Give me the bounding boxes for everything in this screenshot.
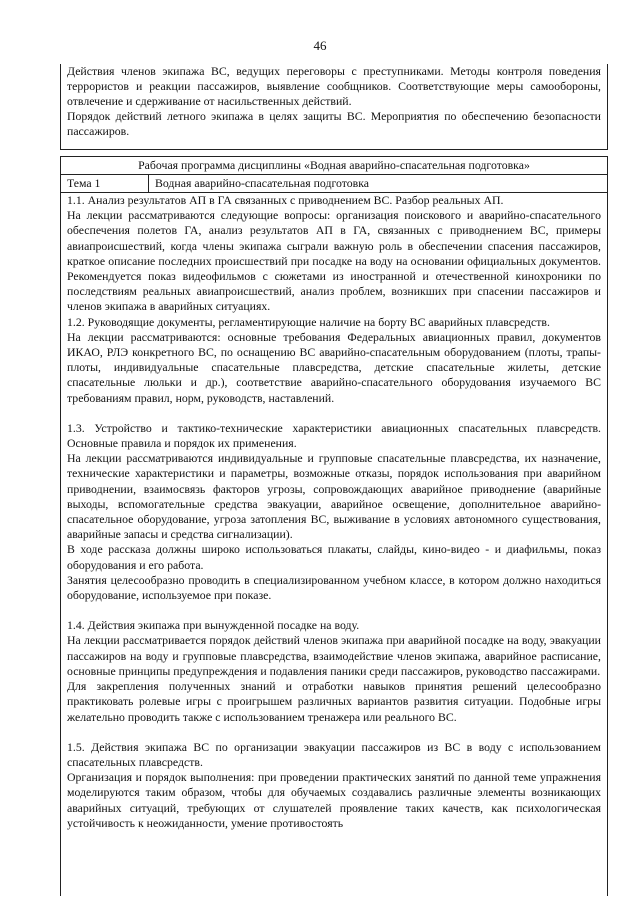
- theme-label: Тема 1: [61, 175, 149, 192]
- program-content: [61, 193, 607, 831]
- paragraph: На лекции рассматриваются: основные требования Федеральных авиационных правил, документов ИКАО, РЛЭ конкретного ВС, по оснащению ВС аварийно-спасательным оборудованием (плоты, трапы-плоты, индивидуальные спасательные плавсредства, детские спасательные жилеты, детские спасательные люльки и др.), соответствие аварийно-спасательного оборудования изучаемого ВС требованиям правил, норм, руководств, наставлений.: [67, 329, 601, 405]
- paragraph: Занятия целесообразно проводить в специализированном учебном классе, в котором должно находиться оборудование, используемое при показе.: [67, 572, 601, 603]
- page-number: 46: [313, 38, 327, 53]
- paragraph: Порядок действий летного экипажа в целях защиты ВС. Мероприятия по обеспечению безопасности пассажиров.: [67, 109, 601, 139]
- paragraph: На лекции рассматриваются следующие вопросы: организация поискового и аварийно-спасательного обеспечения полетов ГА, анализ результатов АП в ГА, связанных с приводнением ВС, примеры авиапроисшествий, когда члены экипажа сыграли важную роль в обеспечении спасения пассажиров, краткое описание последних происшествий при посадке на воду на основании официальных документов. Рекомендуется показ видеофильмов с сюжетами из иностранной и отечественной кинохроники по последствиям реальных авиапроисшествий, анализ проблем, возникших при спасении пассажиров и членов экипажа в аварийных ситуациях.: [67, 208, 601, 314]
- paragraph: На лекции рассматривается порядок действий членов экипажа при аварийной посадке на воду, эвакуации пассажиров на воду и групповые плавсредства, взаимодействие членов экипажа, аварийное расписание, основные принципы предупреждения и подавления паники среди пассажиров, руководство пассажирами.: [67, 633, 601, 678]
- paragraph: На лекции рассматриваются индивидуальные и групповые спасательные плавсредства, их назначение, технические характеристики и параметры, возможные отказы, порядок использования при аварийном приводнении, взаимосвязь факторов угрозы, сопровождающих аварийное приводнение (аварийные выходы, вспомогательные средства эвакуации, аварийное освещение, дополнительное аварийно-спасательное оборудование, угроза затопления ВС, выживание в условиях автономного существования, аварийные запасы и средства сигнализации).: [67, 451, 601, 542]
- program-title: Рабочая программа дисциплины «Водная аварийно-спасательная подготовка»: [61, 157, 607, 175]
- paragraph: В ходе рассказа должны широко использоваться плакаты, слайды, кино-видео - и диафильмы, показ оборудования и его работа.: [67, 542, 601, 572]
- top-text-box: [60, 64, 608, 150]
- paragraph: 1.5. Действия экипажа ВС по организации эвакуации пассажиров из ВС в воду с использованием спасательных плавсредств.: [67, 739, 601, 769]
- paragraph: 1.3. Устройство и тактико-технические характеристики авиационных спасательных плавсредств. Основные правила и порядок их применения.: [67, 420, 601, 451]
- paragraph: 1.2. Руководящие документы, регламентирующие наличие на борту ВС аварийных плавсредств.: [67, 314, 550, 329]
- paragraph: Организация и порядок выполнения: при проведении практических занятий по данной теме упражнения моделируются таким образом, чтобы для обучаемых создавались различные элементы возникающих аварийных ситуаций, требующих от слушателей проявление таких качеств, как психологическая устойчивость к неожиданности, умение противостоять: [67, 770, 601, 830]
- paragraph: Для закрепления полученных знаний и отработки навыков принятия решений целесообразно практиковать ролевые игры с проигрышем различных вариантов развития ситуации. Подобные игры желательно проводить также с использованием тренажера или реального ВС.: [67, 679, 601, 724]
- theme-title: Водная аварийно-спасательная подготовка: [155, 176, 370, 190]
- paragraph: Действия членов экипажа ВС, ведущих переговоры с преступниками. Методы контроля поведения террористов и реакции пассажиров, выявление сообщников. Соответствующие меры самообороны, отвлечение и сдерживание от насильственных действий.: [67, 64, 601, 109]
- paragraph: 1.1. Анализ результатов АП в ГА связанных с приводнением ВС. Разбор реальных АП.: [67, 193, 504, 207]
- program-table: [60, 156, 608, 896]
- paragraph: 1.4. Действия экипажа при вынужденной посадке на воду.: [67, 618, 360, 633]
- theme-row: [61, 175, 607, 193]
